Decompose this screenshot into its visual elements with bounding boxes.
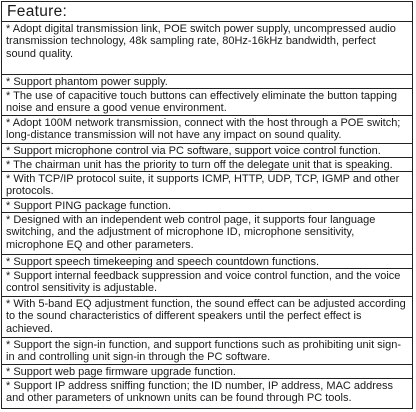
feature-item-9: * Designed with an independent web control page, it supports four language switching, and the adjustment of microphone ID, microphone sensitivity, microphone EQ and other parameters. <box>2 213 412 255</box>
feature-item-15: * Support IP address sniffing function; the ID number, IP address, MAC address and other parameters of unknown units can be found through PC tools. <box>6 380 397 405</box>
feature-item-10: * Support speech timekeeping and speech countdown functions. <box>2 255 412 269</box>
feature-item-5: * Support microphone control via PC software, support voice control function. <box>2 144 412 158</box>
feature-item-3: * The use of capacitive touch buttons can effectively eliminate the button tapping noise and ensure a good venue environment. <box>2 89 412 116</box>
feature-item-14: * Support web page firmware upgrade function. <box>2 365 412 379</box>
feature-item-4: * Adopt 100M network transmission, connect with the host through a POE switch; long-distance transmission will not have any impact on sound quality. <box>2 116 412 144</box>
feature-item-8: * Support PING package function. <box>2 199 412 213</box>
feature-item-11: * Support internal feedback suppression and voice control function, and the voice control sensitivity is adjustable. <box>2 269 412 297</box>
feature-item-12: * With 5-band EQ adjustment function, the sound effect can be adjusted according to the sound characteristics of different speakers until the perfect effect is achieved. <box>2 297 412 338</box>
feature-item-1: * Adopt digital transmission link, POE switch power supply, uncompressed audio transmission technology, 48k sampling rate, 80Hz-16kHz bandwidth, perfect sound quality. <box>2 22 412 75</box>
feature-table <box>1 1 413 409</box>
feature-item-2: * Support phantom power supply. <box>2 75 412 89</box>
feature-item-6: * The chairman unit has the priority to turn off the delegate unit that is speaking. <box>2 158 412 172</box>
feature-title: Feature: <box>2 2 412 22</box>
feature-item-13: * Support the sign-in function, and support functions such as prohibiting unit sign-in and controlling unit sign-in through the PC software. <box>2 338 412 365</box>
feature-item-7: * With TCP/IP protocol suite, it supports ICMP, HTTP, UDP, TCP, IGMP and other protocols. <box>2 172 412 199</box>
